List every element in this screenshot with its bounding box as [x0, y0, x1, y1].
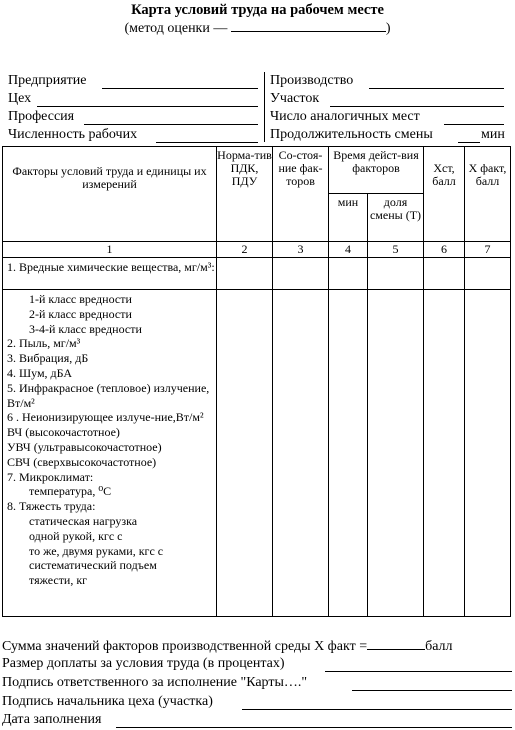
- sign-head-blank[interactable]: [242, 709, 512, 710]
- cell-input[interactable]: [273, 290, 329, 617]
- factor-line: 2-й класс вредности: [29, 306, 132, 321]
- production-label: Производство: [270, 73, 354, 88]
- sum-line: [2, 636, 453, 655]
- factor-line: 3-4-й класс вредности: [29, 321, 142, 336]
- col-state-header: Со-стоя-ние фак-торов: [273, 147, 329, 242]
- col-time-share-header: доля смены (Т): [368, 194, 424, 242]
- col-factors-header: Факторы условий труда и единицы их измерений: [3, 147, 217, 242]
- sum-label: Сумма значений факторов производственной среды Х факт =: [2, 639, 368, 654]
- header-divider: [264, 72, 265, 142]
- col-norm-header: Норма-тив ПДК, ПДУ: [217, 147, 273, 242]
- section-label: Участок: [270, 91, 320, 106]
- col-number: 4: [329, 242, 368, 258]
- factor-line: 6 . Неионизирующее излуче-ние,Вт/м²: [7, 410, 204, 425]
- section-blank[interactable]: [330, 106, 504, 107]
- workers-count-label: Численность рабочих: [8, 127, 138, 142]
- col-number: 5: [368, 242, 424, 258]
- profession-label: Профессия: [8, 109, 75, 124]
- col-number: 7: [465, 242, 511, 258]
- factor-line: температура, ⁰С: [29, 484, 112, 499]
- factor-line: 4. Шум, дБА: [7, 365, 73, 380]
- method-label: (метод оценки —: [124, 21, 231, 36]
- table-row: [3, 258, 511, 290]
- factors-table: [2, 146, 511, 617]
- cell-input[interactable]: [368, 258, 424, 290]
- workers-count-blank[interactable]: [156, 142, 258, 143]
- factor-line: УВЧ (ультравысокочастотное): [7, 439, 162, 454]
- factor-line: ВЧ (высокочастотное): [7, 425, 120, 440]
- method-close: ): [385, 21, 391, 36]
- form-title: Карта условий труда на рабочем месте: [131, 2, 384, 18]
- production-blank[interactable]: [369, 88, 504, 89]
- factor-line: 1-й класс вредности: [29, 292, 132, 306]
- col-time-header: Время дейст-вия факторов: [329, 147, 424, 194]
- factor-list: [3, 290, 217, 617]
- factor-line: 2. Пыль, мг/м³: [7, 336, 81, 351]
- col-number: 6: [424, 242, 465, 258]
- cell-input[interactable]: [424, 290, 465, 617]
- col-time-min-header: мин: [329, 194, 368, 242]
- cell-input[interactable]: [329, 290, 368, 617]
- surcharge-label: Размер доплаты за условия труда (в процентах): [2, 656, 285, 671]
- shift-duration-label: Продолжительность смены: [270, 127, 433, 142]
- factor-line: 5. Инфракрасное (тепловое) излучение, Вт/м²: [7, 380, 210, 410]
- factor-line: одной рукой, кгс с: [29, 528, 123, 543]
- col-number: 3: [273, 242, 329, 258]
- surcharge-blank[interactable]: [325, 671, 512, 672]
- col-xfact-header: Х факт, балл: [465, 147, 511, 242]
- similar-places-blank[interactable]: [444, 124, 504, 125]
- cell-input[interactable]: [217, 258, 273, 290]
- factor-line: СВЧ (сверхвысокочастотное): [7, 454, 157, 469]
- cell-input[interactable]: [273, 258, 329, 290]
- cell-input[interactable]: [465, 290, 511, 617]
- table-row: [3, 290, 511, 617]
- sign-responsible-blank[interactable]: [352, 690, 512, 691]
- factor-line: 8. Тяжесть труда:: [7, 499, 96, 514]
- factor-line: систематический подъем: [29, 558, 157, 573]
- factor-line: то же, двумя руками, кгс с: [29, 543, 164, 558]
- sign-responsible-label: Подпись ответственного за исполнение "Карты….": [2, 675, 308, 690]
- factor-line: тяжести, кг: [29, 573, 88, 588]
- method-blank[interactable]: [231, 18, 386, 32]
- enterprise-blank[interactable]: [102, 88, 258, 89]
- sign-head-label: Подпись начальника цеха (участка): [2, 694, 213, 709]
- workshop-label: Цех: [8, 91, 32, 106]
- factor-line: статическая нагрузка: [29, 513, 138, 528]
- date-label: Дата заполнения: [2, 712, 102, 727]
- factor-chemicals: 1. Вредные химические вещества, мг/м³:: [3, 258, 217, 290]
- factor-line: 7. Микроклимат:: [7, 469, 94, 484]
- col-number: 1: [3, 242, 217, 258]
- profession-blank[interactable]: [84, 124, 258, 125]
- col-number: 2: [217, 242, 273, 258]
- date-blank[interactable]: [116, 727, 512, 728]
- cell-input[interactable]: [217, 290, 273, 617]
- cell-input[interactable]: [368, 290, 424, 617]
- shift-unit: мин: [481, 127, 505, 142]
- sum-blank[interactable]: [367, 636, 425, 650]
- workshop-blank[interactable]: [37, 106, 258, 107]
- shift-duration-blank[interactable]: [458, 142, 480, 143]
- factor-line: 3. Вибрация, дБ: [7, 351, 89, 366]
- cell-input[interactable]: [424, 258, 465, 290]
- enterprise-label: Предприятие: [8, 73, 87, 88]
- column-numbers-row: [3, 242, 511, 258]
- cell-input[interactable]: [329, 258, 368, 290]
- similar-places-label: Число аналогичных мест: [270, 109, 420, 124]
- sum-unit: балл: [425, 639, 453, 654]
- method-line: [0, 18, 515, 37]
- cell-input[interactable]: [465, 258, 511, 290]
- col-xst-header: Хст, балл: [424, 147, 465, 242]
